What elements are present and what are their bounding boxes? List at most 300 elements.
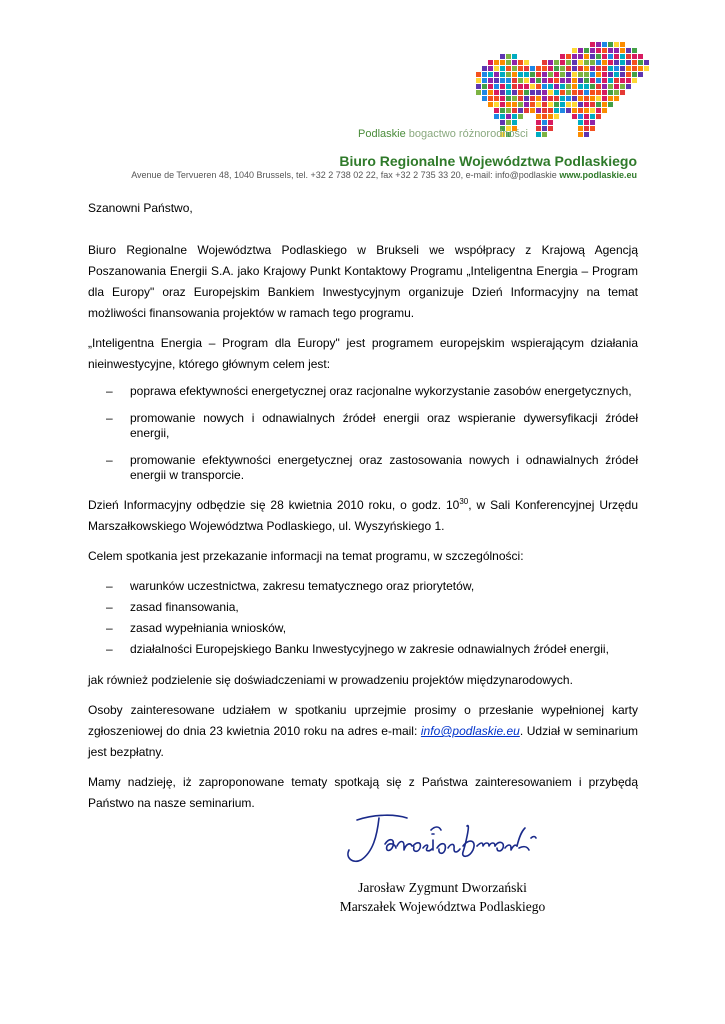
logo-tile (608, 48, 613, 53)
logo-tile (482, 78, 487, 83)
logo-tile (530, 102, 535, 107)
logo-tile (536, 108, 541, 113)
logo-tile (566, 54, 571, 59)
handwritten-signature (335, 808, 550, 874)
logo-tile (584, 114, 589, 119)
logo-tile (590, 60, 595, 65)
logo-tile (560, 90, 565, 95)
logo-tile (536, 84, 541, 89)
logo-tile (596, 72, 601, 77)
logo-tile (584, 96, 589, 101)
logo-tile (494, 84, 499, 89)
logo-tile (596, 66, 601, 71)
logo-tile (500, 84, 505, 89)
logo-tile (614, 96, 619, 101)
logo-tile (536, 120, 541, 125)
logo-tile (638, 72, 643, 77)
logo-tile (548, 78, 553, 83)
logo-tile (530, 78, 535, 83)
logo-tile (584, 132, 589, 137)
venue-text: , w Sali Konferencyjnej Urzędu Marszałkowskiego Województwa Podlaskiego, ul. Wyszyńskiego 1. (88, 498, 638, 533)
logo-tile (632, 72, 637, 77)
paragraph-intro: Biuro Regionalne Województwa Podlaskiego w Brukseli we współpracy z Krajową Agencją Poszanowania Energii S.A. jako Krajowy Punkt Kontaktowy Programu „Inteligentna Energia – Program dla Europy" oraz Europejskim Bankiem Inwestycyjnym organizuje Dzień Informacyjny na temat możliwości finansowania projektów w ramach tego programu. (88, 243, 638, 320)
logo-tile (512, 114, 517, 119)
logo-tile (596, 96, 601, 101)
logo-tile (626, 72, 631, 77)
logo-tile (500, 78, 505, 83)
logo-tile (536, 132, 541, 137)
paragraph-date (88, 495, 638, 537)
tagline (358, 128, 528, 140)
logo-tile (530, 96, 535, 101)
logo-tile (506, 114, 511, 119)
logo-tile (536, 78, 541, 83)
logo-tile (548, 84, 553, 89)
logo-tile (626, 84, 631, 89)
logo-tile (578, 126, 583, 131)
email-link[interactable]: info@podlaskie.eu (420, 724, 520, 738)
logo-tile (602, 66, 607, 71)
logo-tile (524, 108, 529, 113)
logo-tile (578, 114, 583, 119)
logo-tile (590, 126, 595, 131)
logo-tile (482, 96, 487, 101)
logo-tile (602, 84, 607, 89)
logo-tile (572, 60, 577, 65)
logo-tile (644, 66, 649, 71)
logo-tile (566, 102, 571, 107)
logo-tile (578, 66, 583, 71)
logo-tile (530, 66, 535, 71)
logo-tile (560, 84, 565, 89)
logo-tile (488, 72, 493, 77)
logo-tile (560, 72, 565, 77)
logo-tile (602, 54, 607, 59)
logo-tile (596, 90, 601, 95)
logo-tile (536, 96, 541, 101)
list-item: – zasad wypełniania wniosków, (88, 618, 638, 639)
paragraph-experience: jak również podzielenie się doświadczeniami w prowadzeniu projektów międzynarodowych. (88, 673, 573, 687)
logo-tile (512, 66, 517, 71)
logo-tile (500, 102, 505, 107)
logo-tile (524, 60, 529, 65)
registration-text: Osoby zainteresowane udziałem w spotkaniu uprzejmie prosimy o przesłanie wypełnionej karty zgłoszeniowej do dnia 23 kwietnia 2010 roku na adres e-mail: (88, 703, 638, 738)
logo-tile (596, 60, 601, 65)
logo-tile (620, 78, 625, 83)
logo-tile (536, 66, 541, 71)
logo-tile (572, 84, 577, 89)
logo-tile (494, 78, 499, 83)
logo-tile (596, 114, 601, 119)
logo-tile (512, 84, 517, 89)
logo-tile (554, 72, 559, 77)
logo-tile (584, 120, 589, 125)
logo-tile (494, 114, 499, 119)
logo-tile (518, 114, 523, 119)
logo-tile (620, 60, 625, 65)
logo-tile (548, 66, 553, 71)
logo-tile (584, 60, 589, 65)
paragraph-registration (88, 700, 638, 763)
logo-tile (566, 72, 571, 77)
logo-tile (596, 42, 601, 47)
logo-tile (524, 84, 529, 89)
logo-tile (494, 72, 499, 77)
logo-tile (578, 48, 583, 53)
logo-tile (506, 72, 511, 77)
logo-tile (620, 72, 625, 77)
logo-tile (578, 84, 583, 89)
logo-tile (512, 54, 517, 59)
logo-tile (578, 132, 583, 137)
logo-tile (614, 72, 619, 77)
logo-tile (542, 126, 547, 131)
logo-tile (560, 66, 565, 71)
logo-tile (590, 108, 595, 113)
logo-tile (506, 102, 511, 107)
logo-tile (554, 78, 559, 83)
logo-tile (566, 90, 571, 95)
logo-tile (488, 66, 493, 71)
logo-tile (512, 90, 517, 95)
logo-tile (542, 120, 547, 125)
logo-tile (638, 66, 643, 71)
logo-tile (584, 78, 589, 83)
logo-tile (488, 90, 493, 95)
logo-tile (518, 72, 523, 77)
logo-tile (518, 78, 523, 83)
logo-tile (512, 108, 517, 113)
logo-tile (590, 42, 595, 47)
greeting: Szanowni Państwo, (88, 201, 193, 215)
logo-tile (608, 60, 613, 65)
logo-tile (530, 90, 535, 95)
logo-tile (548, 96, 553, 101)
logo-tile (560, 78, 565, 83)
logo-tile (548, 102, 553, 107)
date-text: Dzień Informacyjny odbędzie się 28 kwietnia 2010 roku, o godz. 10 (88, 498, 460, 512)
logo-tile (632, 66, 637, 71)
paragraph-purpose: Celem spotkania jest przekazanie informacji na temat programu, w szczególności: (88, 549, 524, 563)
logo-tile (572, 96, 577, 101)
logo-tile (608, 102, 613, 107)
logo-tile (542, 102, 547, 107)
logo-tile (554, 108, 559, 113)
logo-tile (632, 78, 637, 83)
logo-tile (572, 78, 577, 83)
logo-tile (554, 90, 559, 95)
logo-tile (542, 66, 547, 71)
logo-tile (566, 96, 571, 101)
logo-tile (548, 72, 553, 77)
logo-tile (512, 72, 517, 77)
logo-tile (602, 60, 607, 65)
logo-tile (596, 102, 601, 107)
logo-tile (506, 78, 511, 83)
logo-tile (590, 78, 595, 83)
logo-tile (608, 78, 613, 83)
logo-tile (602, 42, 607, 47)
logo-tile (590, 102, 595, 107)
logo-tile (518, 102, 523, 107)
logo-tile (608, 42, 613, 47)
logo-tile (494, 60, 499, 65)
logo-tile (506, 60, 511, 65)
logo-tile (482, 72, 487, 77)
logo-tile (548, 108, 553, 113)
logo-tile (626, 66, 631, 71)
logo-tile (512, 96, 517, 101)
logo-tile (566, 60, 571, 65)
logo-tile (518, 66, 523, 71)
logo-tile (578, 60, 583, 65)
logo-tile (488, 96, 493, 101)
time-minutes: 30 (459, 497, 469, 506)
logo-tile (542, 72, 547, 77)
logo-tile (524, 72, 529, 77)
logo-tile (530, 72, 535, 77)
logo-tile (608, 96, 613, 101)
logo-tile (554, 96, 559, 101)
logo-tile (500, 72, 505, 77)
address-line (88, 170, 637, 180)
logo-tile (476, 78, 481, 83)
logo-tile (590, 96, 595, 101)
logo-tile (602, 78, 607, 83)
logo-tile (548, 90, 553, 95)
logo-tile (614, 78, 619, 83)
logo-tile (524, 90, 529, 95)
logo-tile (590, 66, 595, 71)
logo-tile (584, 84, 589, 89)
list-item: – promowanie efektywności energetycznej oraz zastosowania nowych i odnawialnych źródeł energii w transporcie. (88, 453, 638, 483)
logo-tile (620, 42, 625, 47)
logo-tile (596, 84, 601, 89)
logo-tile (560, 54, 565, 59)
logo-tile (524, 66, 529, 71)
logo-tile (482, 90, 487, 95)
logo-tile (506, 84, 511, 89)
logo-tile (584, 66, 589, 71)
logo-tile (602, 108, 607, 113)
logo-tile (542, 132, 547, 137)
logo-tile (554, 102, 559, 107)
logo-tile (590, 48, 595, 53)
logo-tile (488, 84, 493, 89)
logo-tile (518, 60, 523, 65)
logo-tile (626, 48, 631, 53)
logo-tile (602, 90, 607, 95)
logo-tile (536, 126, 541, 131)
logo-tile (530, 108, 535, 113)
logo-tile (632, 54, 637, 59)
paragraph-program: „Inteligentna Energia – Program dla Europy" jest programem europejskim wspierającym działania nieinwestycyjne, którego głównym celem jest: (88, 336, 638, 371)
logo-tile (590, 120, 595, 125)
logo-tile (506, 96, 511, 101)
logo-tile (614, 66, 619, 71)
logo-tile (620, 90, 625, 95)
logo-tile (494, 108, 499, 113)
logo-tile (638, 54, 643, 59)
registration-tail: . Udział w seminarium jest bezpłatny. (88, 724, 638, 759)
logo-tile (584, 72, 589, 77)
logo-tile (608, 90, 613, 95)
logo-tile (530, 84, 535, 89)
logo-tile (644, 60, 649, 65)
logo-tile (596, 108, 601, 113)
logo-tile (614, 84, 619, 89)
logo-tile (488, 78, 493, 83)
logo-tile (584, 108, 589, 113)
logo-tile (572, 48, 577, 53)
logo-tile (542, 78, 547, 83)
office-name: Biuro Regionalne Województwa Podlaskiego (339, 153, 637, 169)
list-item: – działalności Europejskiego Banku Inwestycyjnego w zakresie odnawialnych źródeł energii, (88, 639, 638, 660)
logo-tile (638, 60, 643, 65)
website-link[interactable]: www.podlaskie.eu (559, 170, 637, 180)
logo-tile (536, 72, 541, 77)
logo-tile (542, 114, 547, 119)
list-item: – zasad finansowania, (88, 597, 638, 618)
logo-tile (608, 72, 613, 77)
logo-tile (578, 102, 583, 107)
signatory-block (335, 878, 550, 916)
logo-tile (578, 78, 583, 83)
logo-tile (584, 126, 589, 131)
topics-list (88, 576, 638, 660)
logo-tile (542, 108, 547, 113)
logo-tile (572, 54, 577, 59)
logo-tile (512, 78, 517, 83)
logo-tile (584, 102, 589, 107)
logo-tile (608, 66, 613, 71)
logo-tile (596, 48, 601, 53)
logo-tile (620, 54, 625, 59)
logo-tile (602, 72, 607, 77)
logo-tile (626, 60, 631, 65)
logo-tile (614, 54, 619, 59)
list-item: – promowanie nowych i odnawialnych źródeł energii oraz wspieranie dywersyfikacji źródeł energii, (88, 411, 638, 441)
goals-list (88, 384, 638, 483)
logo-tile (482, 66, 487, 71)
logo-tile (578, 108, 583, 113)
logo-tile (578, 90, 583, 95)
address-text: Avenue de Tervueren 48, 1040 Brussels, tel. +32 2 738 02 22, fax +32 2 735 33 20, e-mail: info@podlaskie (131, 170, 557, 180)
logo-tile (602, 102, 607, 107)
logo-tile (500, 114, 505, 119)
logo-tile (488, 60, 493, 65)
logo-tile (506, 120, 511, 125)
logo-tile (542, 90, 547, 95)
logo-tile (632, 48, 637, 53)
logo-tile (578, 120, 583, 125)
logo-tile (536, 90, 541, 95)
logo-tile (632, 60, 637, 65)
logo-tile (476, 90, 481, 95)
logo-tile (608, 54, 613, 59)
letter-body (88, 198, 638, 823)
logo-tile (596, 54, 601, 59)
logo-tile (500, 60, 505, 65)
list-item: – warunków uczestnictwa, zakresu tematycznego oraz priorytetów, (88, 576, 638, 597)
logo-tile (518, 108, 523, 113)
logo-tile (590, 114, 595, 119)
logo-tile (560, 96, 565, 101)
logo-tile (554, 84, 559, 89)
logo-tile (548, 60, 553, 65)
logo-tile (512, 60, 517, 65)
logo-tile (590, 84, 595, 89)
logo-tile (572, 102, 577, 107)
logo-tile (494, 102, 499, 107)
logo-tile (578, 72, 583, 77)
logo-tile (614, 42, 619, 47)
logo-tile (566, 108, 571, 113)
logo-tile (554, 66, 559, 71)
logo-tile (560, 102, 565, 107)
logo-tile (494, 66, 499, 71)
logo-tile (482, 84, 487, 89)
logo-tile (560, 108, 565, 113)
logo-tile (524, 102, 529, 107)
logo-tile (500, 54, 505, 59)
logo-tile (500, 96, 505, 101)
logo-tile (626, 54, 631, 59)
logo-tile (524, 96, 529, 101)
logo-tile (620, 48, 625, 53)
logo-tile (536, 114, 541, 119)
logo-tile (548, 126, 553, 131)
logo-tile (626, 78, 631, 83)
logo-tile (572, 72, 577, 77)
logo-tile (590, 54, 595, 59)
logo-tile (608, 84, 613, 89)
logo-tile (614, 90, 619, 95)
logo-tile (584, 90, 589, 95)
logo-tile (572, 114, 577, 119)
logo-tile (566, 66, 571, 71)
logo-tile (554, 114, 559, 119)
logo-tile (572, 66, 577, 71)
logo-tile (572, 90, 577, 95)
logo-tile (584, 54, 589, 59)
logo-tile (542, 84, 547, 89)
logo-tile (590, 72, 595, 77)
logo-tile (518, 84, 523, 89)
logo-tile (488, 102, 493, 107)
logo-tile (518, 96, 523, 101)
logo-tile (536, 102, 541, 107)
logo-tile (500, 90, 505, 95)
logo-tile (566, 84, 571, 89)
logo-tile (596, 78, 601, 83)
paragraph-closing: Mamy nadzieję, iż zaproponowane tematy spotkają się z Państwa zainteresowaniem i przybędą Państwo na nasze seminarium. (88, 775, 638, 810)
signatory-name: Jarosław Zygmunt Dworzański (358, 880, 527, 895)
logo-tile (614, 48, 619, 53)
logo-tile (602, 96, 607, 101)
tagline-rest: bogactwo różnorodności (408, 128, 529, 140)
list-item: – poprawa efektywności energetycznej oraz racjonalne wykorzystanie zasobów energetycznych, (88, 384, 638, 399)
logo-tile (566, 78, 571, 83)
logo-tile (542, 96, 547, 101)
logo-tile (506, 108, 511, 113)
logo-tile (602, 48, 607, 53)
tagline-region: Podlaskie (358, 128, 406, 140)
logo-tile (620, 66, 625, 71)
logo-tile (590, 90, 595, 95)
logo-tile (560, 60, 565, 65)
logo-tile (584, 48, 589, 53)
